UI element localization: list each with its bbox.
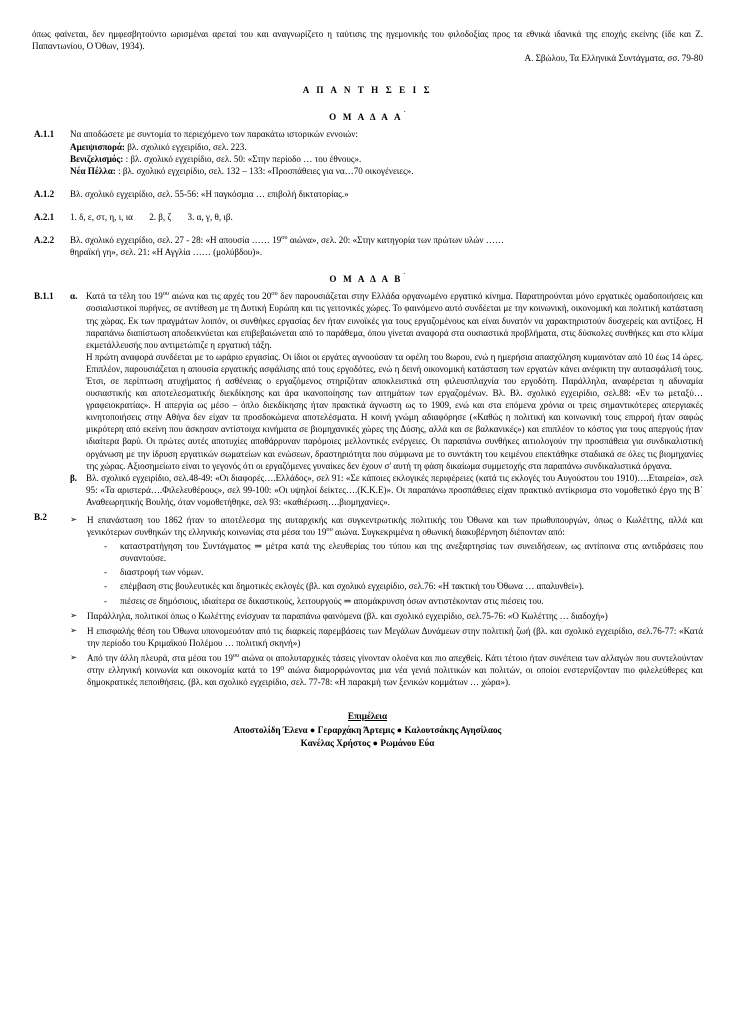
intro-quote-block [32,28,703,64]
b2-bullet-list [70,514,703,688]
dash-bullet-icon: - [104,595,108,606]
list-item [104,595,703,607]
term-label-ameipsispora: Αμειψισπορά: [70,141,125,152]
group-a-prime: ´ [403,110,406,119]
group-b-heading [32,273,703,285]
list-item [70,514,703,538]
group-b-letter: Β [394,274,404,285]
a22-line1-post: αιώνα», σελ. 20: «Στην κατηγορία των πρώτων υλών …… [287,235,504,246]
list-item [70,625,703,649]
list-item [104,580,703,592]
question-b2-body [70,511,703,688]
b2-item-1-text [87,514,703,538]
term-row-ameipsispora [70,141,703,153]
b11-alpha-paragraph-2: Η πρώτη αναφορά συνδέεται με το ωράριο εργασίας. Οι ίδιοι οι εργάτες αγνοούσαν τα οφέλη του 8ωρου, ενώ η ημερήσια απασχόληση κυμαινόταν από 10 έως 14 ώρες. Επιπλέον, παρουσιάζεται η απουσία εργατικής ασφάλισης από τους εργοδότες, ενώ η δεινή οικονομική κατάσταση των εργατών κάνει ανέφικτη την αυτασφάλισή τους. Έτσι, σε περίπτωση ατυχήματος ή ασθένειας ο εργαζόμενος στηριζόταν αποκλειστικά στη φιλευσπλαχνία του εργοδότη. Παράλληλα, αναφέρεται η αδυναμία ουσιαστικής και αποτελεσματικής διεκδίκησης και άρα ικανοποίησης των αιτημάτων των εργαζομένων. Βλ. Βλ. σχολικό εγχειρίδιο, σελ.88: «Εν τω μεταξύ…γραφειοκρατίας». Η απεργία ως μέσο – όπλο διεκδίκησης ήταν πρακτικά άγνωστη ως το 1909, ενώ και στα επόμενα χρόνια οι τρεις σημαντικότερες απεργιακές κινητοποιήσεις στην Αθήνα δεν είχαν τα προσδοκώμενα αποτελέσματα. Η κοινή γνώμη αδιαφόρησε («Καθώς η πολιτική και κοινωνική τους επιρροή ήταν σαφώς μικρότερη από εκείνη που άσκησαν αντίστοιχα κινήματα σε βιομηχανικές χώρες της Δύσης, αλλά και σε βαλκανικές») και επιπλέον το κόστος για τους απεργούς ήταν ιδιαίτερα βαρύ. Οι πρώτες αυτές αποτυχίες αποθάρρυναν παρόμοιες μελλοντικές ενέργειες. Οι παραπάνω συνθήκες αιτιολογούν την προσπάθεια για συνδικαλιστική οργάνωση με την ίδρυση εργατικών σωματείων και ενώσεων, δραστηριότητα που σύμφωνα με το συντάκτη του κειμένου επεκτάθηκε σταδιακά σε όλες τις βιομηχανίες της χώρας. Αξιοσημείωτο είναι το γεγονός ότι οι εργαζόμενες γυναίκες δεν έχουν σ' αυτή τη φάση δικαίωμα συμμετοχής στα παραπάνω συνδικαλιστικά όργανα. [86,351,703,471]
question-b2 [32,511,703,688]
intro-source-citation: Α. Σβώλου, Τα Ελληνικά Συντάγματα, σσ. 79-80 [524,53,703,64]
question-a21-body [70,211,703,223]
term-label-nea-pella: Νέα Πέλλα: [70,165,116,176]
question-b11-body [70,290,703,508]
b2-item-1-superscript: ου [326,526,333,534]
term-text-venizelismos: : βλ. σχολικό εγχειρίδιο, σελ. 50: «Στην περίοδο … του έθνους». [125,153,362,164]
arrow-bullet-icon: ➢ [70,609,78,620]
term-text-nea-pella: : βλ. σχολικό εγχειρίδιο, σελ. 132 – 133: «Προσπάθειες για να…70 οικογένειες». [118,165,414,176]
b11-century-20-superscript: ου [271,290,278,298]
question-b11 [32,290,703,508]
page-title: Α Π Α Ν Τ Η Σ Ε Ι Σ [302,85,433,96]
b2-item-1-post: αιώνα. Συγκεκριμένα η οθωνική διακυβέρνηση διέπονταν από: [332,527,565,538]
answer-a21-2: 2. β, ζ [149,211,172,222]
list-item [104,566,703,578]
question-a21 [32,211,703,223]
question-a22-body [70,234,703,258]
b2-dash-sublist [104,540,703,606]
dash-bullet-icon: - [104,567,108,578]
b11-p1-mid: αιώνα και τις αρχές του 20 [169,291,272,302]
b2-item-3-text: Η επισφαλής θέση του Όθωνα υπονομευόταν από τις διαρκείς παρεμβάσεις των Μεγάλων Δυνάμεων στην πολιτική ζωή (βλ. και σχολικό εγχειρίδιο, σελ.76-77: «Κατά την περίοδο του Κριμαϊκού Πολέμου … πολιτική σκηνή») [87,625,703,648]
b2-item-4-pre: Από την άλλη πλευρά, στα μέσα του 19 [87,652,233,663]
question-a11-body [70,128,703,176]
b11-beta-paragraph: Βλ. σχολικό εγχειρίδιο, σελ.48-49: «Οι διαφορές….Ελλάδος», σελ 91: «Σε κάποιες εκλογικές περιφέρειες (κατά τις εκλογές του Αυγούστου του 1910)….Εταιρεία», σελ 95: «Τα αριστερά….Φιλελευθέρους», σελ 99-100: «Οι υψηλοί δείκτες….(Κ.Κ.Ε)». Οι παραπάνω προσπάθειες είχαν πρακτικό αντίκρισμα στο νομοθετικό έργο της Β΄ Αναθεωρητικής Βουλής, όταν νομοθετήθηκε, σελ 93: «καθιέρωση….βιομηχανίες». [86,472,703,507]
footer-epimeleia-label: Επιμέλεια [347,711,388,722]
list-item [70,652,703,688]
question-b11-beta [70,472,703,508]
b2-item-2-text: Παράλληλα, πολιτικοί όπως ο Κωλέττης ενίσχυαν τα παραπάνω φαινόμενα (βλ. και σχολικό εγχειρίδιο, σελ.75-76: «Ο Κωλέττης … διαδοχή») [87,610,608,621]
term-label-venizelismos: Βενιζελισμός: [70,153,124,164]
b2-subitem-4-text: πιέσεις σε δημόσιους, ιδιαίτερα σε δικαστικούς, λειτουργούς ⇒ απομάκρυνση όσων αντιστέκονταν στις πιέσεις του. [120,595,544,606]
question-a21-label: Α.2.1 [34,211,55,222]
question-a22-line1 [70,234,703,246]
list-item [104,540,703,564]
question-a11-label: Α.1.1 [34,129,55,140]
term-row-venizelismos [70,153,703,165]
arrow-bullet-icon: ➢ [70,651,78,662]
question-b11-label: Β.1.1 [34,291,54,302]
group-a-label: Ο Μ Α Δ Α [329,112,390,123]
b2-item-4-superscript: ου [232,651,240,659]
list-item [70,610,703,622]
b11-alpha-marker: α. [70,291,78,302]
a22-line1-pre: Βλ. σχολικό εγχειρίδιο, σελ. 27 - 28: «Η απουσία …… 19 [70,235,282,246]
question-a11-prompt: Να αποδώσετε με συντομία το περιεχόμενο των παρακάτω ιστορικών εννοιών: [70,129,358,140]
answer-a21-3: 3. α, γ, θ, ιβ. [187,211,233,222]
question-a22 [32,234,703,258]
question-b11-alpha [70,290,703,471]
b11-beta-text [86,472,703,508]
arrow-bullet-icon: ➢ [70,514,78,524]
question-a22-line2: θηραϊκή γη», σελ. 21: «Η Αγγλία …… (μολύβδου)». [70,247,263,258]
dash-bullet-icon: - [104,581,108,592]
group-b-label: Ο Μ Α Δ Α [329,274,390,285]
question-a12-label: Α.1.2 [34,188,55,199]
b2-subitem-3-text: επέμβαση στις βουλευτικές και δημοτικές εκλογές (βλ. και σχολικό εγχειρίδιο, σελ.76: «Η τακτική του Όθωνα … απαλυνθεί»). [120,581,585,592]
arrow-bullet-icon: ➢ [70,624,78,635]
intro-paragraph: όπως φαίνεται, δεν ημφεσβητούντο ωρισμέναι αρεταί του και αναγνωρίζετο η ταύτισις της ηγεμονικής του φιλοδοξίας προς τα εθνικά ιδανικά της εποχής εκείνης (ίδε και Ζ. Παπαντωνίου, Ο Όθων, 1934). [32,29,703,52]
b11-p1-post: δεν παρουσιάζεται στην Ελλάδα οργανωμένο εργατικό κίνημα. Παρατηρούνται μόνο εργατικές ομαδοποιήσεις και σοσιαλιστικοί πυρήνες, σε αντίθεση με τη Δυτική Ευρώπη και τις γειτονικές χώρες. Το φαινόμενο αυτό συνδέεται με την κοινωνική, οικονομική και πολιτική κατάσταση της χώρας. Εκ των πραγμάτων λοιπόν, οι συνθήκες εργασίας δεν ήταν ευνοϊκές για τους εργαζομένους και είναι δυνατόν να χαρακτηριστούν δυσχερείς και αντίξοες. Η παραπάνω διαπίστωση αποδεικνύεται και επιβεβαιώνεται από το παράθεμα, όπου γίνεται αναφορά στα ουσιαστικά προβλήματα, στις δύσκολες συνθήκες και στο κλίμα εκμετάλλευσής που αντιμετώπιζε η εργατική τάξη. [86,291,703,350]
question-a12 [32,188,703,200]
a22-century-superscript: ου [281,234,288,241]
b2-item-1-pre: Η επανάσταση του 1862 ήταν το αποτέλεσμα της αυταρχικής και συγκεντρωτικής πολιτικής του Όθωνα και των πρωθυπουργών, όπως ο Κωλέττης, αλλά και γενικότερων συνθηκών της ελληνικής κοινωνίας στα μέσα του 19 [87,515,703,538]
b11-beta-marker: β. [70,472,78,483]
group-a-heading [32,111,703,123]
question-a22-label: Α.2.2 [34,235,55,246]
b2-subitem-1-text: καταστρατήγηση του Συντάγματος ⇒ μέτρα κατά της ελευθερίας του τύπου και της ανεξαρτησίας των συνειδήσεων, ως αντίποινα στις αντιδράσεις που συναντούσε. [120,541,703,564]
dash-bullet-icon: - [104,541,108,552]
answer-a21-1: 1. δ, ε, στ, η, ι, ια [70,211,133,222]
b2-item-4-post: αιώνα οι απολυταρχικές τάσεις γίνονταν ολοένα και πιο απεχθείς. Κάτι τέτοιο ήταν συνέπεια των αλλαγών που συντελούνταν στην ελληνική κοινωνία και οικονομία κατά το 19⁰ αιώνα διαμορφώνοντας μια νέα γενιά πολιτικών και πολιτών, οι οποίοι ενστερνίζονταν πιο φιλελεύθερες και δημοκρατικές πεποιθήσεις. (βλ. και σχολικό εγχειρίδιο, σελ. 77-78: «Η παρακμή των ξενικών κομμάτων … χώρα»). [87,652,703,688]
term-text-ameipsispora: βλ. σχολικό εγχειρίδιο, σελ. 223. [127,141,247,152]
footer-credits [32,710,703,750]
b11-alpha-text [86,290,703,471]
term-row-nea-pella [70,165,703,177]
b11-century-19-superscript: ου [162,290,170,298]
question-a12-body [70,188,703,200]
group-a-letter: Α [393,112,404,123]
b2-subitem-2-text: διαστροφή των νόμων. [120,567,204,578]
footer-names-line-1: Αποστολίδη Έλενα ● Γεραρχάκη Άρτεμις ● Καλουτσάκης Αγησίλαος [233,725,502,736]
b11-p1-pre: Κατά τα τέλη του 19 [86,291,163,302]
footer-names-line-2: Κανέλας Χρήστος ● Ρωμάνου Εύα [300,738,435,749]
question-b2-label: Β.2 [34,512,47,522]
question-a12-text: Βλ. σχολικό εγχειρίδιο, σελ. 55-56: «Η παγκόσμια … επιβολή δικτατορίας.» [70,188,349,199]
b2-item-4-text [87,652,703,688]
b11-alpha-paragraph-1 [86,290,703,350]
question-a11 [32,128,703,176]
group-b-prime: ´ [403,272,406,281]
